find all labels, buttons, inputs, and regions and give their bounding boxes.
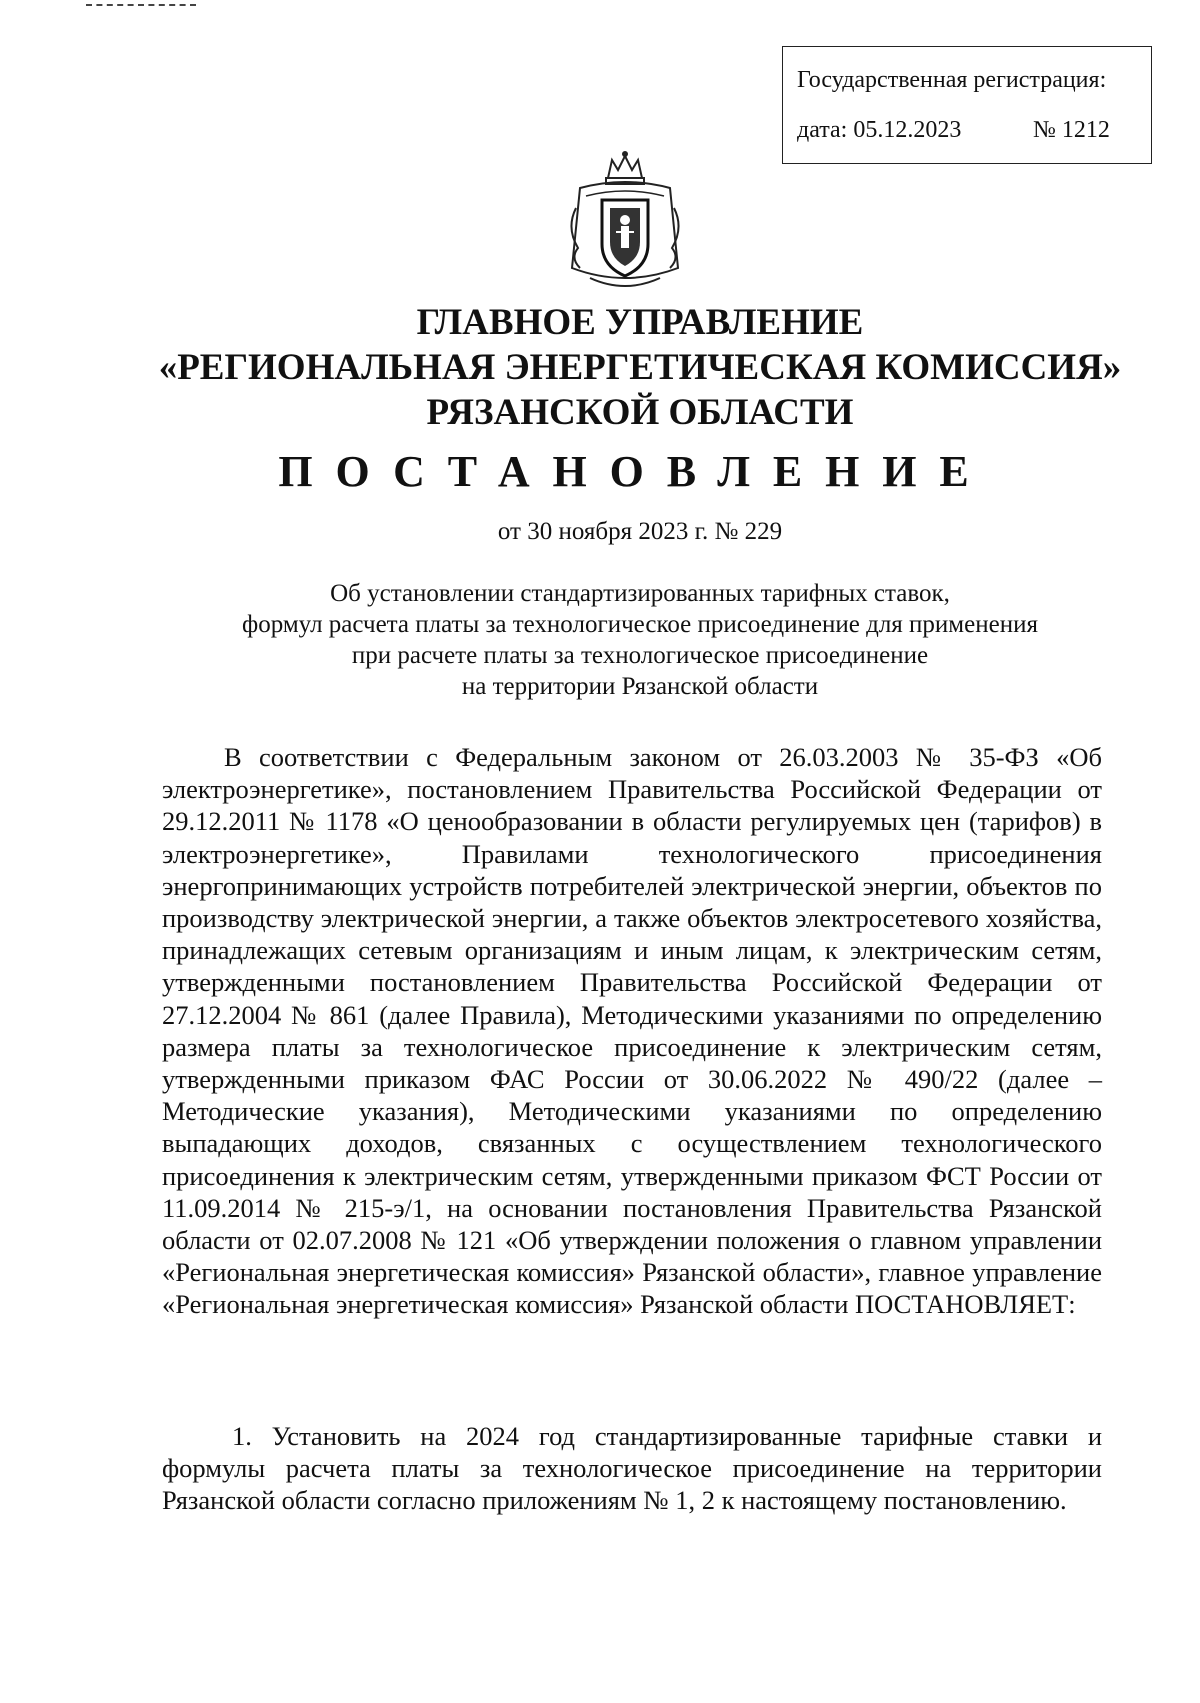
document-type: ПОСТАНОВЛЕНИЕ: [278, 447, 992, 496]
preamble-paragraph: В соответствии с Федеральным законом от 26.03.2003 № 35-ФЗ «Об электроэнергетике», постановлением Правительства Российской Федерации от 29.12.2011 № 1178 «О ценообразовании в области регулируемых цен (тарифов) в электроэнергетике», Правилами технологического присоединения энергопринимающих устройств потребителей электрической энергии, объектов по производству электрической энергии, а также объектов электросетевого хозяйства, принадлежащих сетевым организациям и иным лицам, к электрическим сетям, утвержденными постановлением Правительства Российской Федерации от 27.12.2004 № 861 (далее Правила), Методическими указаниями по определению размера платы за технологическое присоединение к электрическим сетям, утвержденными приказом ФАС России от 30.06.2022 № 490/22 (далее – Методические указания), Методическими указаниями по определению выпадающих доходов, связанных с осуществлением технологического присоединения к электрическим сетям, утвержденными приказом ФСТ России от 11.09.2014 № 215-э/1, на основании постановления Правительства Рязанской области от 02.07.2008 № 121 «Об утверждении положения о главном управлении «Региональная энергетическая комиссия» Рязанской области», главное управление «Региональная энергетическая комиссия» Рязанской области ПОСТАНОВЛЯЕТ:: [162, 742, 1102, 1320]
scan-marks: [86, 4, 196, 8]
organization-line-3: РЯЗАНСКОЙ ОБЛАСТИ: [426, 392, 854, 433]
registration-date: дата: 05.12.2023: [797, 117, 962, 143]
subject-line-3: при расчете платы за технологическое присоединение: [351, 642, 929, 669]
coat-of-arms-icon: [560, 148, 690, 298]
organization-line-2: «РЕГИОНАЛЬНАЯ ЭНЕРГЕТИЧЕСКАЯ КОМИССИЯ»: [158, 347, 1122, 388]
organization-title: [0, 300, 1200, 435]
registration-number: № 1212: [1033, 117, 1110, 143]
subject-line-1: Об установлении стандартизированных тарифных ставок,: [330, 580, 950, 607]
subject-line-4: на территории Рязанской области: [461, 673, 819, 700]
document-date: от 30 ноября 2023 г. № 229: [497, 518, 783, 545]
subject-line-2: формул расчета платы за технологическое присоединение для применения: [242, 611, 1038, 638]
registration-heading: Государственная регистрация:: [797, 67, 1107, 93]
organization-line-1: ГЛАВНОЕ УПРАВЛЕНИЕ: [416, 302, 864, 343]
registration-stamp: [782, 46, 1152, 164]
document-subject: [160, 578, 1120, 702]
item-1-paragraph: 1. Установить на 2024 год стандартизированные тарифные ставки и формулы расчета платы за технологическое присоединение на территории Рязанской области согласно приложениям № 1, 2 к настоящему постановлению.: [162, 1421, 1102, 1516]
